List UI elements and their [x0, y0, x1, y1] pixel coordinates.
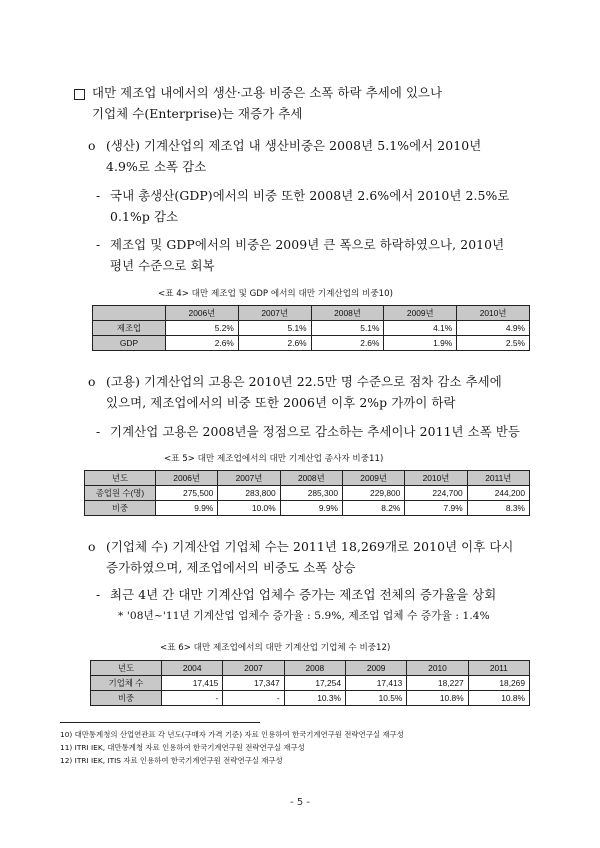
table-header-cell: 2009	[345, 661, 406, 676]
table-5	[84, 470, 530, 516]
heading-line-1: 대만 제조업 내에서의 생산·고용 비중은 소폭 하락 추세에 있으나	[92, 85, 443, 100]
table-cell: 244,200	[467, 486, 529, 501]
table-cell: 229,800	[342, 486, 404, 501]
table-row	[93, 336, 530, 351]
employment-line-2: 있으며, 제조업에서의 비중 또한 2006년 이후 2%p 가까이 하락	[106, 395, 456, 410]
table-header-cell: 2004	[162, 661, 223, 676]
table-header-cell: 2006년	[166, 306, 239, 321]
table-header-cell: 년도	[91, 661, 162, 676]
table-cell: 17,254	[284, 676, 345, 691]
heading-line-2: 기업체 수(Enterprise)는 재증가 추세	[92, 106, 303, 121]
table-row	[85, 486, 530, 501]
dash-bullet-icon: -	[96, 587, 101, 602]
table-cell: 9.9%	[280, 501, 342, 516]
table-header-cell: 2009년	[342, 471, 404, 486]
table-header-cell: 년도	[85, 471, 156, 486]
row-label: 비중	[85, 501, 156, 516]
row-label: 비중	[91, 691, 162, 706]
table-cell: 10.8%	[468, 691, 529, 706]
table-header-cell	[93, 306, 166, 321]
table-row	[91, 676, 530, 691]
enterprise-growth-line: 최근 4년 간 대만 기계산업 업체수 증가는 제조업 전체의 증가율을 상회	[110, 587, 497, 602]
table-cell: 17,413	[345, 676, 406, 691]
row-label: GDP	[93, 336, 166, 351]
table-cell: -	[223, 691, 284, 706]
table-header-cell: 2007	[223, 661, 284, 676]
table-cell: 275,500	[156, 486, 218, 501]
table-header-row	[91, 661, 530, 676]
row-label: 제조업	[93, 321, 166, 336]
circle-bullet-icon: ο	[88, 374, 96, 389]
row-label: 종업원 수(명)	[85, 486, 156, 501]
table-header-cell: 2010년	[405, 471, 467, 486]
gdp-share-line-2: 0.1%p 감소	[110, 209, 179, 224]
table-cell: 2.6%	[166, 336, 239, 351]
table-cell: 10.8%	[407, 691, 468, 706]
table-cell: 18,227	[407, 676, 468, 691]
table-header-cell: 2007년	[238, 306, 311, 321]
table-cell: 4.9%	[457, 321, 530, 336]
table-cell: 17,415	[162, 676, 223, 691]
table-header-cell: 2010	[407, 661, 468, 676]
production-line-2: 4.9%로 소폭 감소	[106, 159, 207, 174]
table-header-cell: 2006년	[156, 471, 218, 486]
row-label: 기업체 수	[91, 676, 162, 691]
table-header-cell: 2008년	[280, 471, 342, 486]
footnote-10: 10) 대만통계청의 산업연관표 각 년도(구매자 가격 기준) 자료 인용하여 한국기계연구원 전략연구실 재구성	[60, 730, 404, 739]
checkbox-square-icon	[74, 89, 85, 100]
dash-bullet-icon: -	[96, 237, 101, 252]
table-4	[92, 305, 530, 351]
table-cell: 9.9%	[156, 501, 218, 516]
table-6-caption: <표 6> 대만 제조업에서의 대만 기계산업 기업체 수 비중12)	[160, 643, 391, 653]
table-row	[93, 321, 530, 336]
table-header-cell: 2011	[468, 661, 529, 676]
gdp-share-line-1: 국내 총생산(GDP)에서의 비중 또한 2008년 2.6%에서 2010년 2.5%로	[110, 188, 510, 203]
table-cell: 17,347	[223, 676, 284, 691]
table-4-caption: <표 4> 대만 제조업 및 GDP 에서의 대만 기계산업의 비중10)	[158, 289, 393, 299]
table-cell: 10.3%	[284, 691, 345, 706]
table-cell: 283,800	[218, 486, 280, 501]
table-cell: 7.9%	[405, 501, 467, 516]
footnote-11: 11) ITRI IEK, 대만통계청 자료 인용하여 한국기계연구원 전략연구실 재구성	[60, 743, 305, 752]
table-cell: 285,300	[280, 486, 342, 501]
footnote-divider	[60, 722, 260, 723]
dash-bullet-icon: -	[96, 188, 101, 203]
table-cell: 2.6%	[311, 336, 384, 351]
recovery-line-2: 평년 수준으로 회복	[110, 258, 215, 273]
table-cell: 5.1%	[311, 321, 384, 336]
table-header-cell: 2011년	[467, 471, 529, 486]
table-row	[85, 501, 530, 516]
recovery-line-1: 제조업 및 GDP에서의 비중은 2009년 큰 폭으로 하락하였으나, 2010년	[110, 237, 505, 252]
table-6	[90, 660, 530, 706]
enterprise-line-2: 증가하였으며, 제조업에서의 비중도 소폭 상승	[106, 560, 356, 575]
table-row	[91, 691, 530, 706]
table-cell: 8.2%	[342, 501, 404, 516]
table-cell: 10.5%	[345, 691, 406, 706]
table-header-cell: 2008년	[311, 306, 384, 321]
circle-bullet-icon: ο	[88, 539, 96, 554]
table-header-cell: 2009년	[384, 306, 457, 321]
growth-rate-note: * '08년~'11년 기계산업 업체수 증가율 : 5.9%, 제조업 업체 수 증가율 : 1.4%	[118, 610, 490, 622]
table-cell: 8.3%	[467, 501, 529, 516]
employment-line-1: (고용) 기계산업의 고용은 2010년 22.5만 명 수준으로 점차 감소 추세에	[106, 374, 502, 389]
table-cell: 5.1%	[238, 321, 311, 336]
table-cell: 2.5%	[457, 336, 530, 351]
circle-bullet-icon: ο	[88, 138, 96, 153]
table-cell: 10.0%	[218, 501, 280, 516]
employment-trend-line: 기계산업 고용은 2008년을 정점으로 감소하는 추세이나 2011년 소폭 반등	[110, 424, 520, 439]
table-header-cell: 2010년	[457, 306, 530, 321]
table-5-caption: <표 5> 대만 제조업에서의 대만 기계산업 종사자 비중11)	[164, 454, 384, 464]
table-cell: 224,700	[405, 486, 467, 501]
table-header-row	[85, 471, 530, 486]
footnote-12: 12) ITRI IEK, ITIS 자료 인용하여 한국기계연구원 전략연구실 재구성	[60, 756, 283, 765]
table-cell: 4.1%	[384, 321, 457, 336]
table-header-cell: 2008	[284, 661, 345, 676]
page-number: - 5 -	[290, 797, 310, 808]
table-cell: 5.2%	[166, 321, 239, 336]
table-cell: 1.9%	[384, 336, 457, 351]
table-cell: 18,269	[468, 676, 529, 691]
production-line-1: (생산) 기계산업의 제조업 내 생산비중은 2008년 5.1%에서 2010년	[106, 138, 482, 153]
table-header-cell: 2007년	[218, 471, 280, 486]
table-cell: -	[162, 691, 223, 706]
dash-bullet-icon: -	[96, 424, 101, 439]
enterprise-line-1: (기업체 수) 기계산업 기업체 수는 2011년 18,269개로 2010년 이후 다시	[106, 539, 514, 554]
table-header-row	[93, 306, 530, 321]
table-cell: 2.6%	[238, 336, 311, 351]
